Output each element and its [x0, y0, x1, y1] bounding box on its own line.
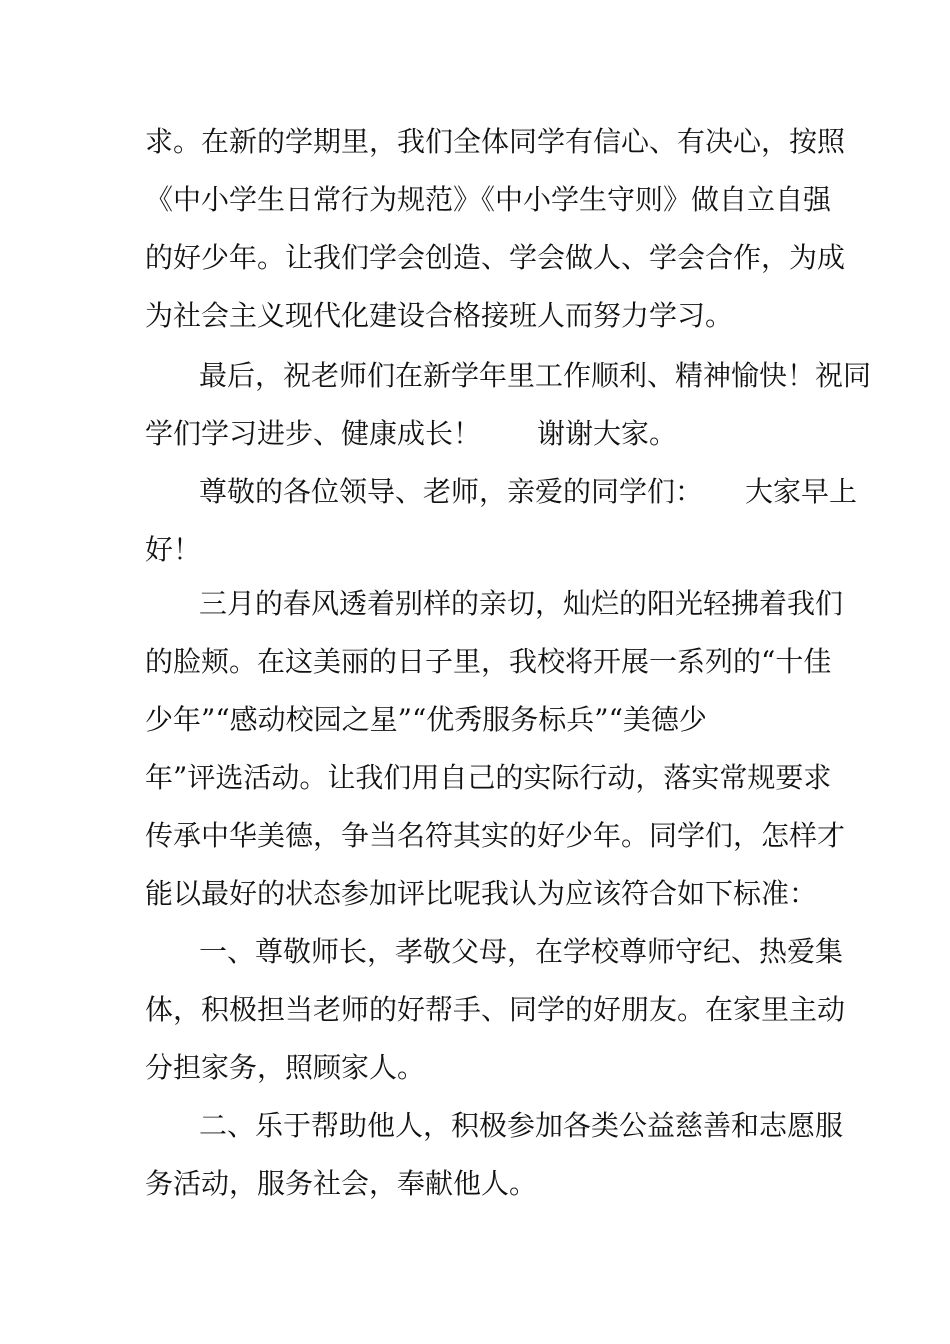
text-line: 求。在新的学期里，我们全体同学有信心、有决心，按照 [145, 125, 846, 158]
paragraph-start-line: 一、尊敬师长，孝敬父母，在学校尊师守纪、热爱集 [199, 935, 844, 968]
text-line: 《中小学生日常行为规范》《中小学生守则》做自立自强 [145, 183, 832, 216]
text-line: 能以最好的状态参加评比呢我认为应该符合如下标准： [145, 877, 818, 910]
text-line: 传承中华美德，争当名符其实的好少年。同学们，怎样才 [145, 819, 846, 852]
text-line: 分担家务，照顾家人。 [145, 1051, 426, 1084]
text-line: 务活动，服务社会，奉献他人。 [145, 1167, 538, 1200]
text-line: 年”评选活动。让我们用自己的实际行动，落实常规要求 [145, 761, 832, 794]
paragraph-start-line: 尊敬的各位领导、老师，亲爱的同学们： 大家早上 [199, 475, 858, 508]
paragraph-start-line: 最后，祝老师们在新学年里工作顺利、精神愉快！祝同 [199, 359, 872, 392]
text-line: 体，积极担当老师的好帮手、同学的好朋友。在家里主动 [145, 993, 846, 1026]
text-line: 学们学习进步、健康成长！ 谢谢大家。 [145, 417, 678, 450]
text-line: 的好少年。让我们学会创造、学会做人、学会合作，为成 [145, 241, 846, 274]
paragraph-start-line: 三月的春风透着别样的亲切，灿烂的阳光轻拂着我们 [199, 587, 844, 620]
paragraph-start-line: 二、乐于帮助他人，积极参加各类公益慈善和志愿服 [199, 1109, 844, 1142]
text-line: 少年”“感动校园之星”“优秀服务标兵”“美德少 [145, 703, 707, 736]
text-line: 为社会主义现代化建设合格接班人而努力学习。 [145, 299, 734, 332]
text-line: 好！ [145, 533, 202, 566]
text-line: 的脸颊。在这美丽的日子里，我校将开展一系列的“十佳 [145, 645, 832, 678]
